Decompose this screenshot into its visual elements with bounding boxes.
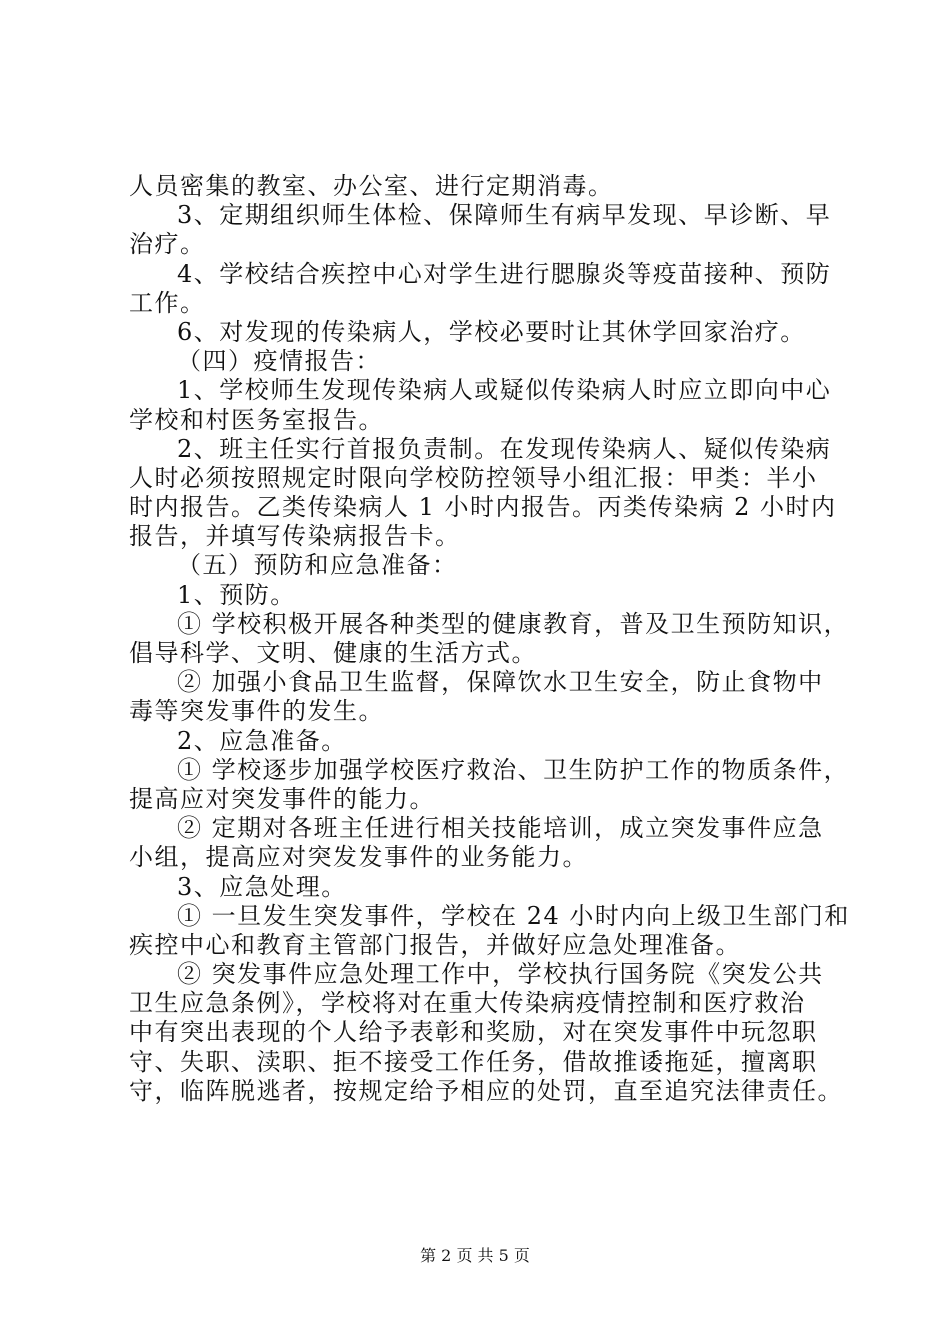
- text-line: ① 学校积极开展各种类型的健康教育，普及卫生预防知识，: [177, 609, 850, 638]
- text-line: 提高应对突发事件的能力。: [129, 784, 435, 813]
- document-body: [129, 172, 850, 1106]
- text-line: 报告，并填写传染病报告卡。: [129, 522, 461, 551]
- text-line: 倡导科学、文明、健康的生活方式。: [129, 639, 537, 667]
- text-line: 工作。: [129, 288, 206, 317]
- text-line: 学校和村医务室报告。: [129, 405, 384, 434]
- text-line: 4、学校结合疾控中心对学生进行腮腺炎等疫苗接种、预防: [177, 259, 832, 288]
- text-line: 1、学校师生发现传染病人或疑似传染病人时应立即向中心: [177, 376, 832, 405]
- text-line: 守、失职、渎职、拒不接受工作任务，借故推诿拖延，擅离职: [129, 1047, 818, 1076]
- text-line: 人员密集的教室、办公室、进行定期消毒。: [129, 172, 614, 200]
- text-line: 守，临阵脱逃者，按规定给予相应的处罚，直至追究法律责任。: [129, 1076, 843, 1105]
- text-line: 小组，提高应对突发发事件的业务能力。: [129, 843, 588, 872]
- text-line: （四）疫情报告：: [177, 347, 381, 376]
- text-line: 人时必须按照规定时限向学校防控领导小组汇报：甲类：半小: [129, 463, 818, 492]
- text-line: ② 定期对各班主任进行相关技能培训，成立突发事件应急: [177, 814, 824, 843]
- text-line: ① 一旦发生突发事件，学校在 24 小时内向上级卫生部门和: [177, 901, 850, 930]
- text-line: 中有突出表现的个人给予表彰和奖励，对在突发事件中玩忽职: [129, 1018, 818, 1047]
- text-line: 治疗。: [129, 230, 206, 259]
- text-line: 时内报告。乙类传染病人 1 小时内报告。丙类传染病 2 小时内: [129, 493, 837, 522]
- text-line: 1、预防。: [177, 580, 296, 609]
- page-footer: 第 2 页 共 5 页: [420, 1246, 530, 1265]
- text-line: （五）预防和应急准备：: [177, 551, 458, 580]
- text-line: ② 突发事件应急处理工作中，学校执行国务院《突发公共: [177, 960, 824, 989]
- text-line: ② 加强小食品卫生监督，保障饮水卫生安全，防止食物中: [177, 668, 824, 697]
- text-line: 3、定期组织师生体检、保障师生有病早发现、早诊断、早: [177, 201, 832, 230]
- text-line: 卫生应急条例》，学校将对在重大传染病疫情控制和医疗救治: [129, 989, 806, 1018]
- text-line: 2、应急准备。: [177, 726, 347, 755]
- text-line: 疾控中心和教育主管部门报告，并做好应急处理准备。: [129, 930, 741, 959]
- text-line: 3、应急处理。: [177, 872, 347, 901]
- text-line: ① 学校逐步加强学校医疗救治、卫生防护工作的物质条件，: [177, 755, 850, 784]
- text-line: 毒等突发事件的发生。: [129, 697, 384, 726]
- text-line: 2、班主任实行首报负责制。在发现传染病人、疑似传染病: [177, 434, 832, 463]
- text-line: 6、对发现的传染病人，学校必要时让其休学回家治疗。: [177, 317, 806, 346]
